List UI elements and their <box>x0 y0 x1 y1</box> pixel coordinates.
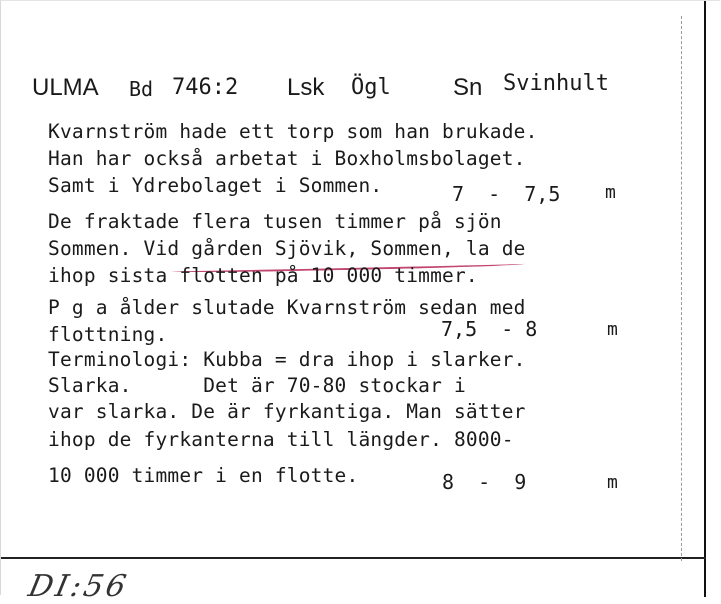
handwritten-note: DI:56 <box>25 569 132 604</box>
measurement-range: 8 - 9 <box>442 470 527 494</box>
text-line: Sommen. Vid gården Sjövik, Sommen, la de <box>48 237 526 260</box>
text-line: Kvarnström hade ett torp som han brukade. <box>48 120 538 143</box>
measurement-range: 7 - 7,5 <box>452 182 561 206</box>
text-line: var slarka. De är fyrkantiga. Man sätter <box>48 400 526 423</box>
volume-number: 746:2 <box>172 75 239 100</box>
measurement-unit: m <box>607 319 618 340</box>
text-line: P g a ålder slutade Kvarnström sedan med <box>48 296 526 319</box>
text-line: Han har också arbetat i Boxholmsbolaget. <box>48 147 526 170</box>
dashed-margin-line <box>681 16 683 561</box>
text-line: De fraktade flera tusen timmer på sjön <box>48 210 502 233</box>
measurement-unit: m <box>607 472 618 493</box>
landskap-value: Ögl <box>351 75 391 100</box>
measurement-unit: m <box>605 182 616 203</box>
volume-prefix: Bd <box>129 77 154 101</box>
text-line: flottning. <box>48 323 168 346</box>
socken-label: Sn <box>453 74 483 101</box>
text-line: ihop de fyrkanterna till längder. 8000- <box>48 428 514 451</box>
text-line: Samt i Ydrebolaget i Sommen. <box>48 174 383 197</box>
text-line: Terminologi: Kubba = dra ihop i slarker. <box>48 348 526 371</box>
text-line: Slarka. Det är 70-80 stockar i <box>48 374 466 397</box>
text-line: ihop sista flotten på 10 000 timmer. <box>48 264 478 287</box>
card-bottom-edge <box>1 557 706 559</box>
card-right-edge <box>704 1 721 597</box>
landskap-label: Lsk <box>287 74 325 101</box>
archive-code: ULMA <box>32 74 99 101</box>
card-header <box>29 73 679 105</box>
text-line: 10 000 timmer i en flotte. <box>48 464 359 487</box>
measurement-range: 7,5 - 8 <box>441 317 538 341</box>
socken-value: Svinhult <box>503 71 609 96</box>
